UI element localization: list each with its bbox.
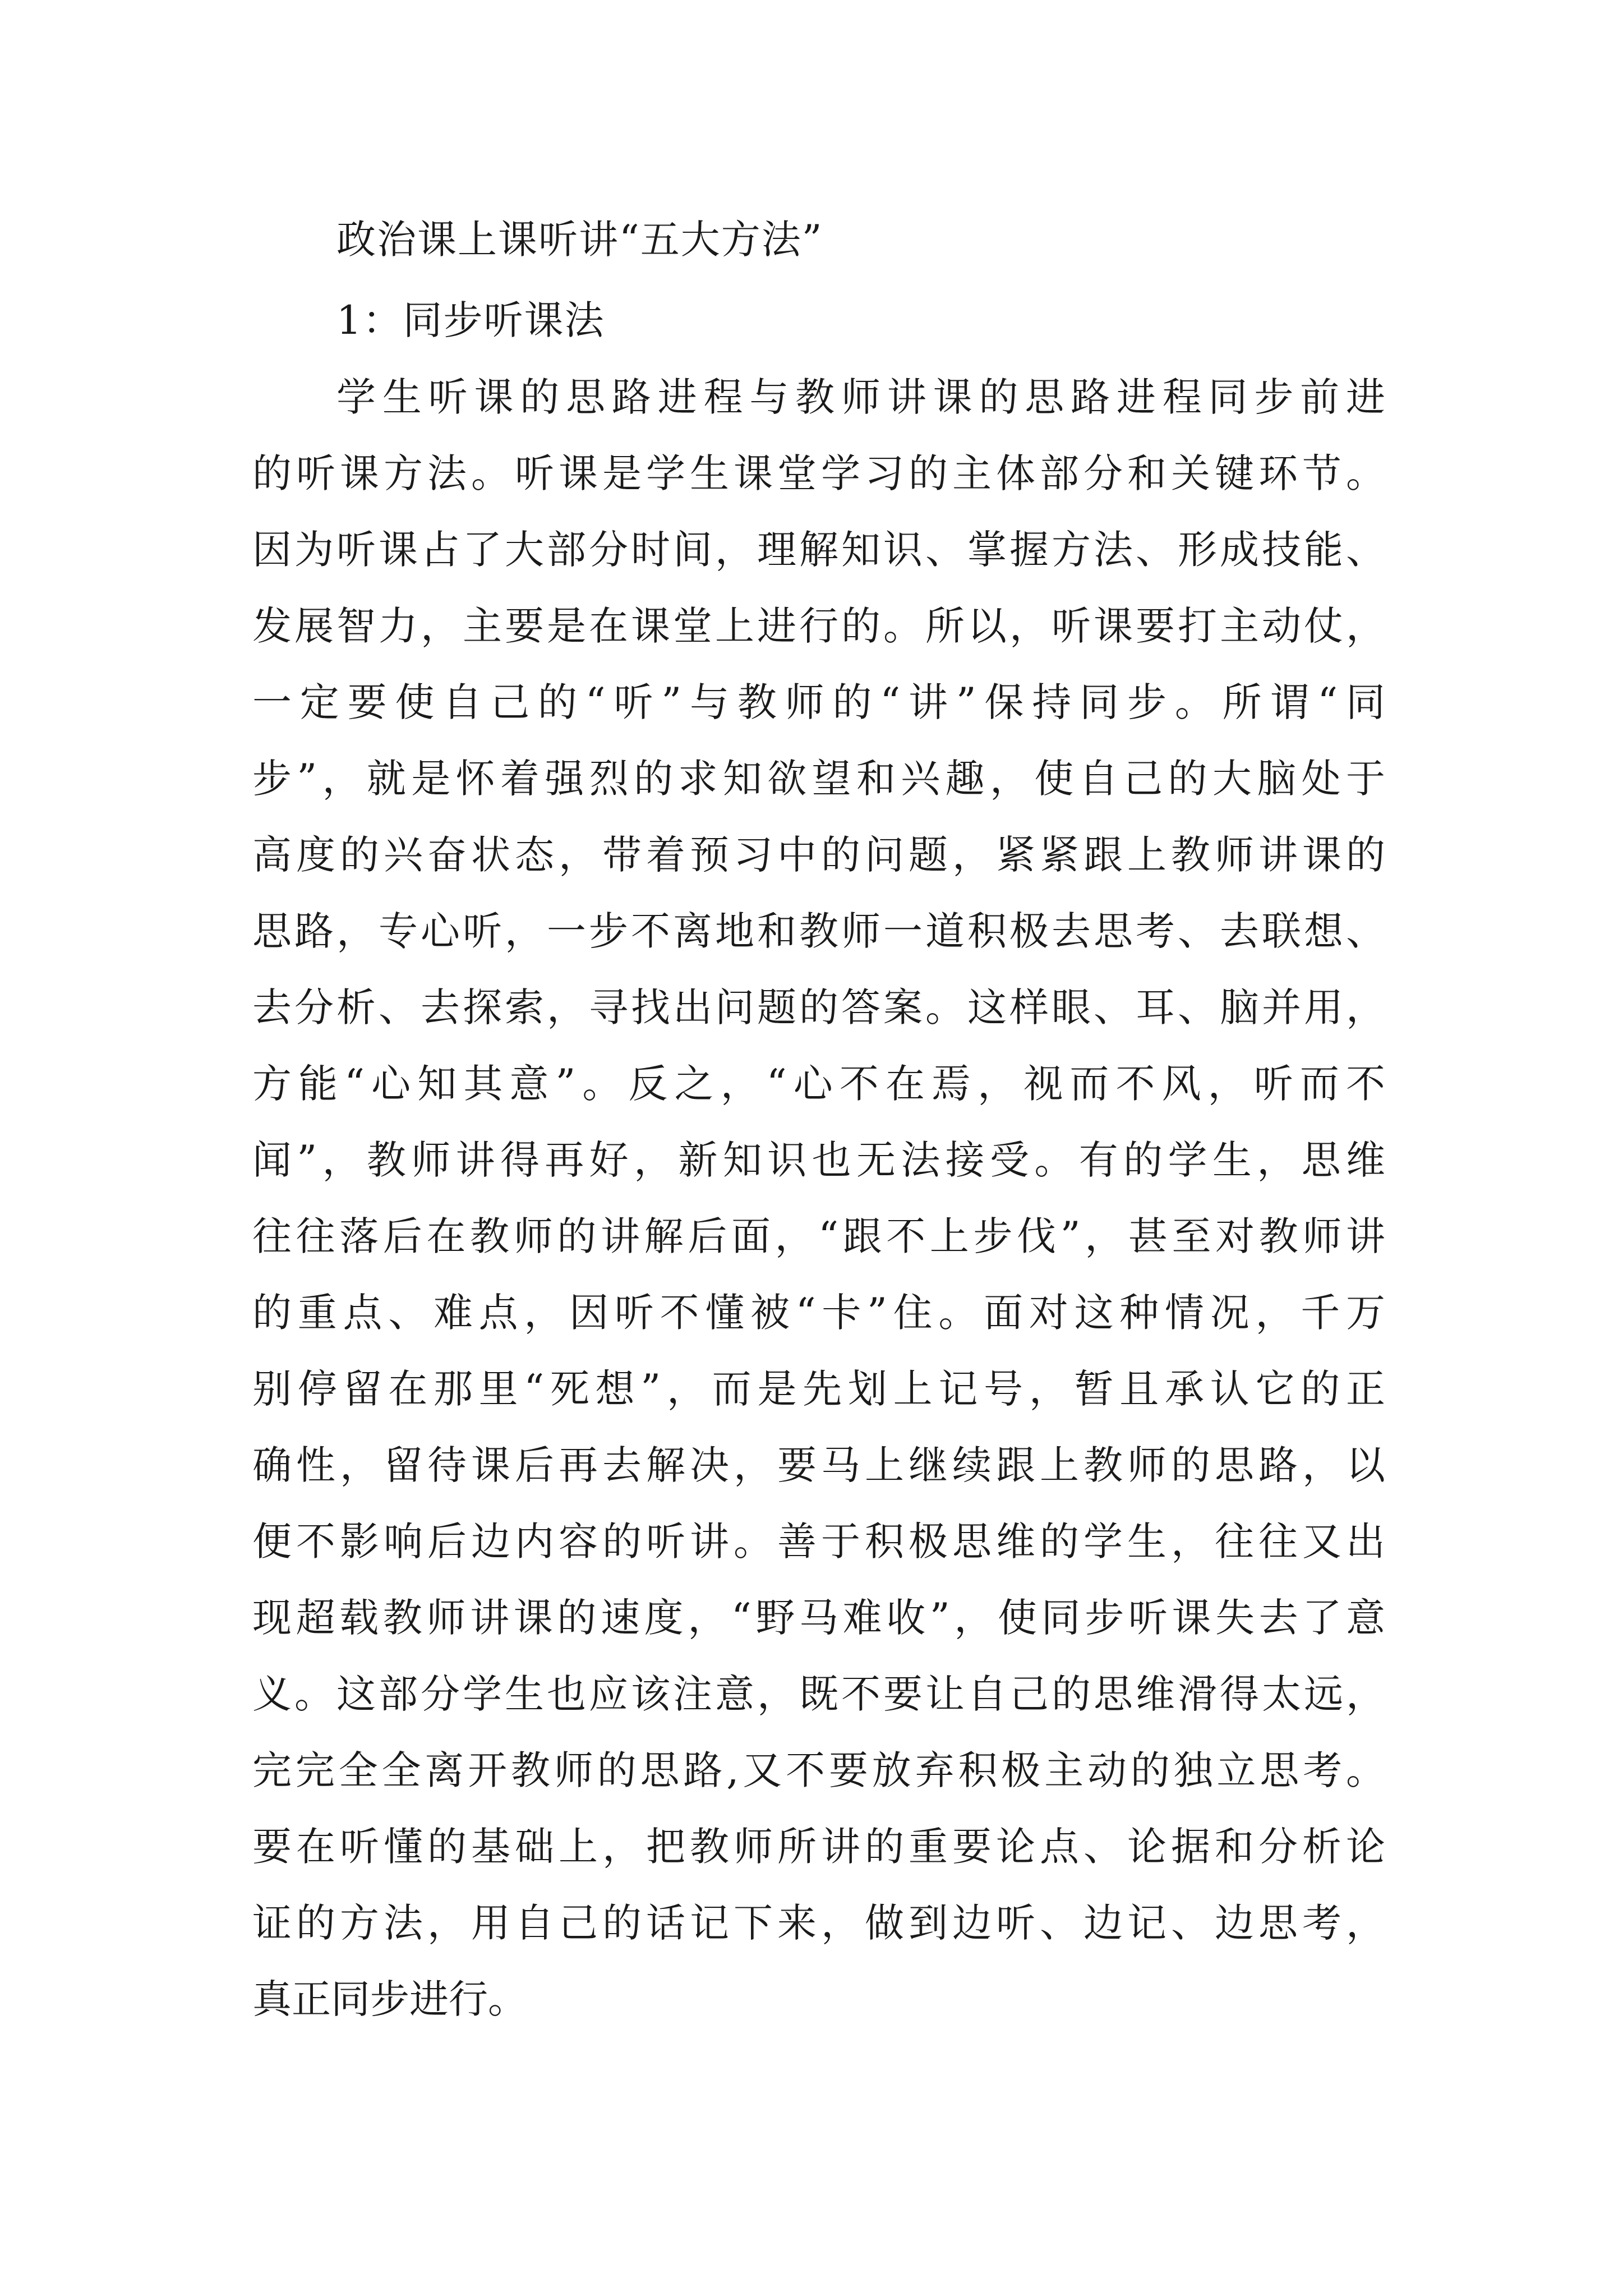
paragraph-line: 一定要使自己的“听”与教师的“讲”保持同步。所谓“同 <box>252 679 1385 725</box>
paragraph-line: 别停留在那里“死想”，而是先划上记号，暂且承认它的正 <box>252 1366 1385 1412</box>
paragraph-line: 证的方法，用自己的话记下来，做到边听、边记、边思考， <box>252 1900 1385 1946</box>
section-heading: 1：同步听课法 <box>336 297 605 343</box>
paragraph-line: 完完全全离开教师的思路,又不要放弃积极主动的独立思考。 <box>252 1747 1385 1793</box>
paragraph-line: 现超载教师讲课的速度，“野马难收”，使同步听课失去了意 <box>252 1595 1385 1641</box>
body-paragraph <box>252 359 1385 2037</box>
paragraph-line: 高度的兴奋状态，带着预习中的问题，紧紧跟上教师讲课的 <box>252 832 1385 878</box>
paragraph-line: 往往落后在教师的讲解后面，“跟不上步伐”，甚至对教师讲 <box>252 1213 1385 1259</box>
paragraph-line: 因为听课占了大部分时间，理解知识、掌握方法、形成技能、 <box>252 527 1385 573</box>
paragraph-line: 便不影响后边内容的听讲。善于积极思维的学生，往往又出 <box>252 1519 1385 1565</box>
paragraph-line: 确性，留待课后再去解决，要马上继续跟上教师的思路，以 <box>252 1442 1385 1488</box>
paragraph-line: 要在听懂的基础上，把教师所讲的重要论点、论据和分析论 <box>252 1824 1385 1870</box>
paragraph-line: 思路，专心听，一步不离地和教师一道积极去思考、去联想、 <box>252 908 1385 954</box>
paragraph-line: 去分析、去探索，寻找出问题的答案。这样眼、耳、脑并用， <box>252 984 1385 1030</box>
paragraph-line: 义。这部分学生也应该注意，既不要让自己的思维滑得太远， <box>252 1671 1385 1717</box>
paragraph-line: 的听课方法。听课是学生课堂学习的主体部分和关键环节。 <box>252 450 1385 496</box>
paragraph-line: 闻”，教师讲得再好，新知识也无法接受。有的学生，思维 <box>252 1137 1385 1183</box>
paragraph-line: 方能“心知其意”。反之，“心不在焉，视而不风，听而不 <box>252 1061 1385 1107</box>
paragraph-line: 发展智力，主要是在课堂上进行的。所以，听课要打主动仗， <box>252 603 1385 649</box>
paragraph-line: 真正同步进行。 <box>252 1976 527 2022</box>
document-title: 政治课上课听讲“五大方法” <box>336 217 823 263</box>
paragraph-line: 步”，就是怀着强烈的求知欲望和兴趣，使自己的大脑处于 <box>252 756 1385 802</box>
paragraph-line: 的重点、难点，因听不懂被“卡”住。面对这种情况，千万 <box>252 1290 1385 1336</box>
paragraph-line: 学生听课的思路进程与教师讲课的思路进程同步前进 <box>336 374 1385 420</box>
